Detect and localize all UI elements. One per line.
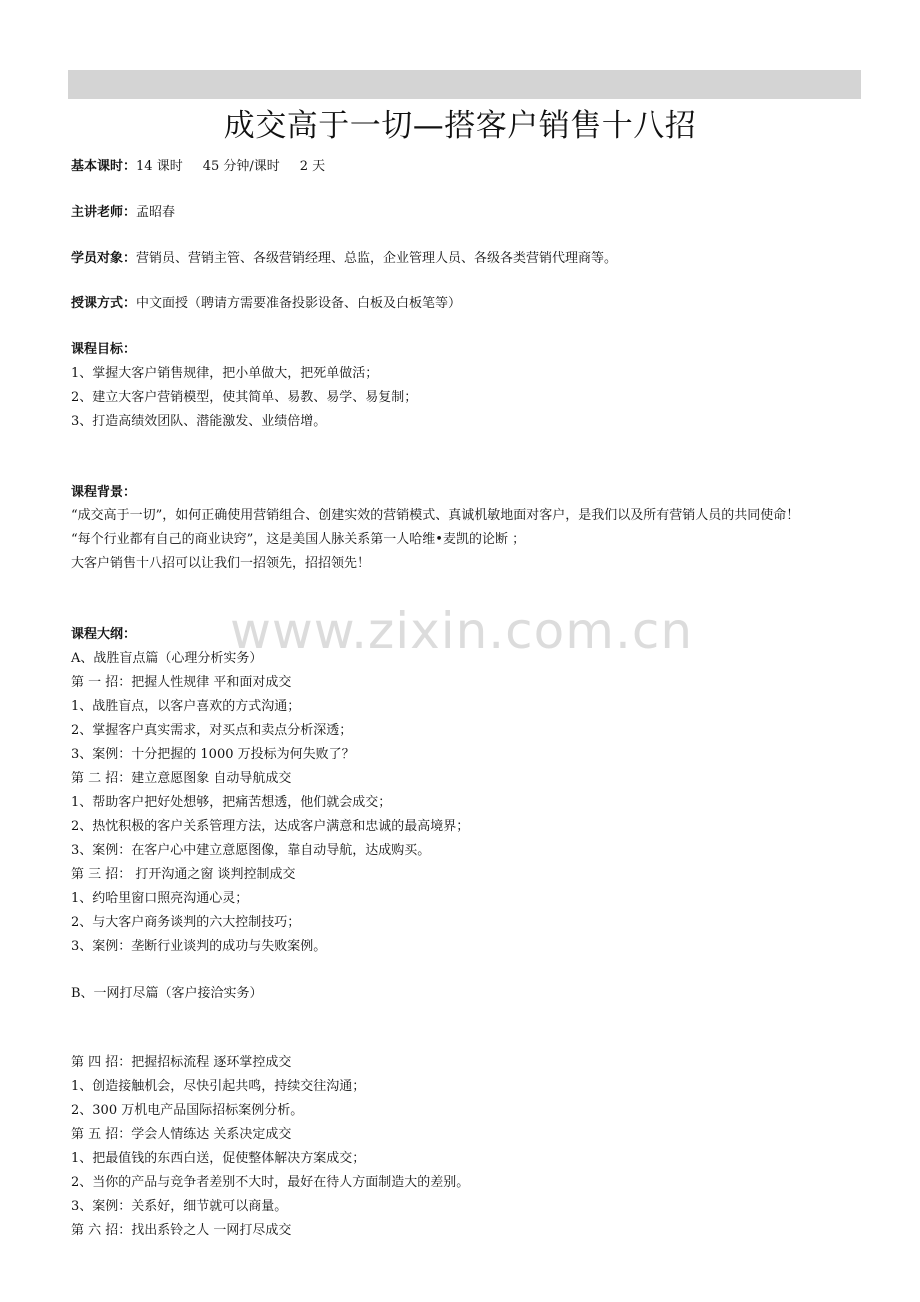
outline-section: B、一网打尽篇（客户接洽实务） bbox=[71, 986, 263, 1001]
background-heading: 课程背景： bbox=[71, 485, 137, 500]
hours-value: 14 课时 bbox=[136, 159, 183, 174]
outline-lesson: 第 六 招：找出系铃之人 一网打尽成交 bbox=[71, 1223, 292, 1238]
audience-value: 营销员、营销主管、各级营销经理、总监，企业管理人员、各级各类营销代理商等。 bbox=[136, 251, 618, 266]
course-hours-line bbox=[71, 157, 325, 177]
outline-item: 2、300 万机电产品国际招标案例分析。 bbox=[71, 1103, 304, 1118]
teacher-line bbox=[71, 203, 175, 223]
outline-section: A、战胜盲点篇（心理分析实务） bbox=[71, 651, 263, 666]
background-item: “成交高于一切”，如何正确使用营销组合、创建实效的营销模式、真诚机敏地面对客户，是我们以及所有营销人员的共同使命！ bbox=[71, 508, 800, 523]
minutes-value: 45 分钟/课时 bbox=[202, 159, 280, 174]
outline-item: 3、案例：垄断行业谈判的成功与失败案例。 bbox=[71, 939, 327, 954]
watermark: www.zixin.com.cn bbox=[230, 602, 694, 660]
outline-item: 2、当你的产品与竞争者差别不大时，最好在待人方面制造大的差别。 bbox=[71, 1175, 470, 1190]
goal-item: 2、建立大客户营销模型，使其简单、易教、易学、易复制； bbox=[71, 390, 418, 405]
outline-item: 2、掌握客户真实需求，对买点和卖点分析深透； bbox=[71, 723, 353, 738]
outline-lesson: 第 五 招：学会人情练达 关系决定成交 bbox=[71, 1127, 292, 1142]
outline-item: 2、热忱积极的客户关系管理方法，达成客户满意和忠诚的最高境界； bbox=[71, 819, 470, 834]
outline-item: 3、案例：十分把握的 1000 万投标为何失败了？ bbox=[71, 747, 355, 762]
outline-lesson: 第 二 招：建立意愿图象 自动导航成交 bbox=[71, 771, 292, 786]
outline-item: 3、案例：关系好，细节就可以商量。 bbox=[71, 1199, 288, 1214]
outline-lesson: 第 三 招： 打开沟通之窗 谈判控制成交 bbox=[71, 867, 296, 882]
method-label: 授课方式： bbox=[71, 296, 137, 311]
outline-item: 1、把最值钱的东西白送，促使整体解决方案成交； bbox=[71, 1151, 366, 1166]
outline-item: 1、战胜盲点，以客户喜欢的方式沟通； bbox=[71, 699, 301, 714]
outline-lesson: 第 一 招：把握人性规律 平和面对成交 bbox=[71, 675, 292, 690]
header-bar bbox=[68, 70, 861, 99]
outline-heading: 课程大纲： bbox=[71, 627, 137, 642]
method-value: 中文面授（聘请方需要准备投影设备、白板及白板笔等） bbox=[136, 296, 462, 311]
document-title: 成交高于一切—搭客户销售十八招 bbox=[223, 108, 697, 144]
outline-item: 1、约哈里窗口照亮沟通心灵； bbox=[71, 891, 249, 906]
goal-item: 1、掌握大客户销售规律，把小单做大，把死单做活； bbox=[71, 366, 379, 381]
goals-heading: 课程目标： bbox=[71, 342, 137, 357]
days-value: 2 天 bbox=[299, 159, 326, 174]
outline-lesson: 第 四 招：把握招标流程 逐环掌控成交 bbox=[71, 1055, 292, 1070]
background-item: 大客户销售十八招可以让我们一招领先，招招领先！ bbox=[71, 556, 371, 571]
outline-item: 1、创造接触机会，尽快引起共鸣，持续交往沟通； bbox=[71, 1079, 366, 1094]
method-line bbox=[71, 294, 461, 314]
audience-label: 学员对象： bbox=[71, 251, 137, 266]
outline-item: 2、与大客户商务谈判的六大控制技巧； bbox=[71, 915, 301, 930]
hours-label: 基本课时： bbox=[71, 159, 137, 174]
teacher-value: 孟昭春 bbox=[136, 205, 176, 220]
goal-item: 3、打造高绩效团队、潜能激发、业绩倍增。 bbox=[71, 414, 327, 429]
audience-line bbox=[71, 249, 617, 269]
outline-item: 1、帮助客户把好处想够，把痛苦想透，他们就会成交； bbox=[71, 795, 392, 810]
teacher-label: 主讲老师： bbox=[71, 205, 137, 220]
outline-item: 3、案例：在客户心中建立意愿图像，靠自动导航，达成购买。 bbox=[71, 843, 431, 858]
background-item: “每个行业都有自己的商业诀窍”，这是美国人脉关系第一人哈维•麦凯的论断 ； bbox=[71, 532, 526, 547]
